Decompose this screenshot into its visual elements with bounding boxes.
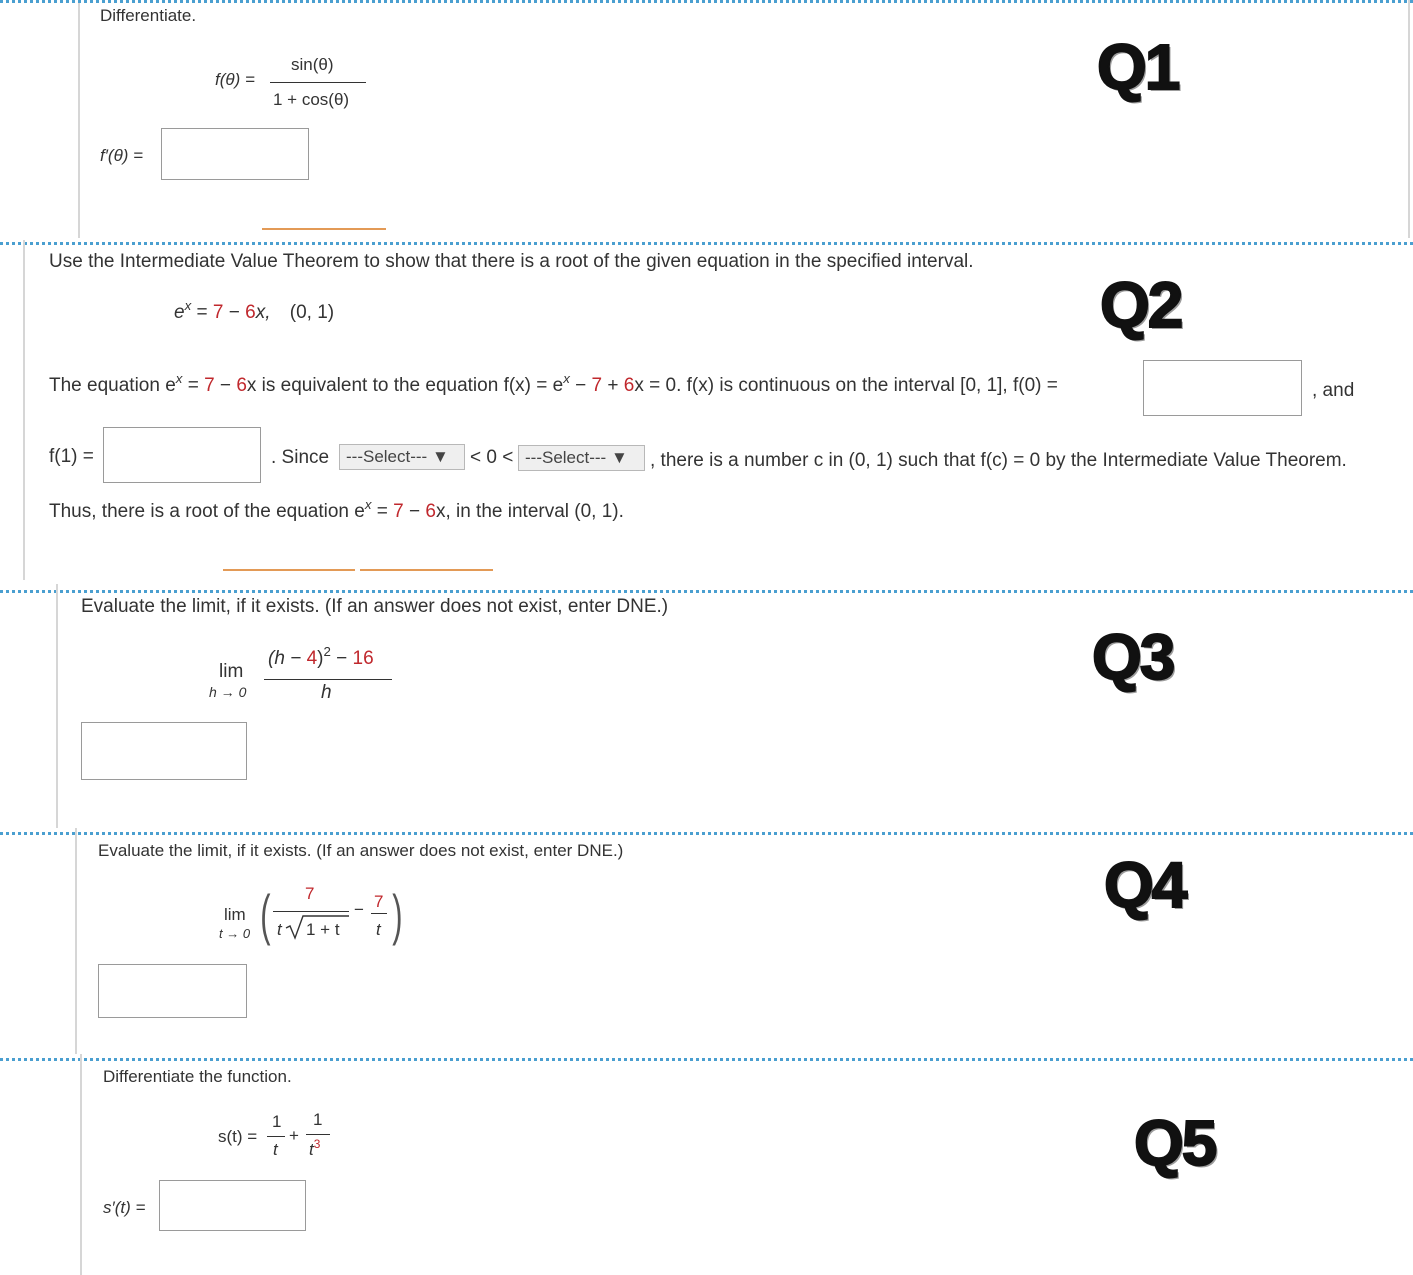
q3-lim-sub: h → 0 <box>209 684 247 700</box>
q3-num-a: (h − <box>268 648 307 669</box>
q3-instruction: Evaluate the limit, if it exists. (If an answer does not exist, enter DNE.) <box>81 596 669 617</box>
q5-fraction-bar-1 <box>267 1136 285 1137</box>
q2-s1-6b: 6 <box>623 375 635 396</box>
q4-fraction-bar-2 <box>371 913 387 914</box>
q2-thus-text: Thus, there is a root of the equation e <box>49 501 365 522</box>
question-3-panel <box>0 584 1413 828</box>
q2-eq-7: 7 <box>212 302 224 323</box>
q5-n1: 1 <box>272 1112 282 1131</box>
q2-thus-exp: x <box>364 497 372 513</box>
q2-s1-plus: + <box>602 375 624 396</box>
q2-s1-minus: − <box>214 375 237 396</box>
q1-numerator: sin(θ) <box>291 55 334 74</box>
q2-s1-exp2: x <box>563 371 570 387</box>
q1-function-lhs: f(θ) = <box>215 70 255 89</box>
q4-fraction-bar-1 <box>273 911 349 912</box>
q4-den1-radicand: 1 + t <box>306 920 340 939</box>
q1-instruction: Differentiate. <box>100 6 197 25</box>
panel-left-border <box>56 584 58 828</box>
panel-left-border <box>80 1054 82 1275</box>
q3-num-minus: − <box>330 648 353 669</box>
q5-d2-t: t <box>309 1140 314 1159</box>
q1-fraction-bar <box>270 82 366 83</box>
q3-label: Q3 <box>1092 621 1174 693</box>
q4-right-paren: ) <box>392 883 403 946</box>
q4-den2: t <box>376 920 381 939</box>
q2-s1-7: 7 <box>204 375 215 396</box>
q2-s1-minus2: − <box>569 375 592 396</box>
panel-left-border <box>23 240 25 580</box>
q2-since: . Since <box>271 447 330 468</box>
q4-instruction: Evaluate the limit, if it exists. (If an answer does not exist, enter DNE.) <box>98 841 624 860</box>
q2-submit-bar-2 <box>360 569 493 571</box>
q2-f1-label: f(1) = <box>49 446 94 467</box>
q5-label: Q5 <box>1134 1107 1216 1179</box>
q2-select-1[interactable]: ---Select--- ▼ <box>339 444 465 470</box>
panel-top-divider <box>0 242 1413 245</box>
q2-thus-end: x, in the interval (0, 1). <box>435 501 624 522</box>
q2-s1-mid: x is equivalent to the equation f(x) = e <box>246 375 564 396</box>
q2-s1-end: x = 0. f(x) is continuous on the interval [0, 1], f(0) = <box>634 375 1058 396</box>
q1-answer-label: f′(θ) = <box>100 146 144 165</box>
question-2-panel <box>0 240 1413 580</box>
q2-s1-text: The equation e <box>49 375 176 396</box>
q2-thus-6: 6 <box>425 501 436 522</box>
panel-top-divider <box>0 590 1413 593</box>
q5-d2 <box>309 1136 321 1160</box>
question-5-panel <box>0 1054 1413 1275</box>
q4-label: Q4 <box>1104 849 1186 921</box>
q2-eq-interval: (0, 1) <box>289 302 335 323</box>
q3-answer-input[interactable] <box>81 722 247 780</box>
panel-top-divider <box>0 1058 1413 1061</box>
q4-num2: 7 <box>374 892 384 911</box>
q2-and: , and <box>1312 380 1355 401</box>
q4-lim: lim <box>224 905 246 924</box>
q2-s1-equals: = <box>182 375 205 396</box>
q5-answer-input[interactable] <box>159 1180 306 1231</box>
q3-num-paren: ) <box>317 648 324 669</box>
q2-eq-x: x, <box>255 302 271 323</box>
q3-num-4: 4 <box>306 648 318 669</box>
q5-d2-exp: 3 <box>313 1136 321 1151</box>
q3-denominator: h <box>321 682 332 703</box>
q3-num-exp: 2 <box>323 644 331 660</box>
q5-n2: 1 <box>313 1110 323 1129</box>
q1-denominator: 1 + cos(θ) <box>273 90 350 109</box>
q2-s1-6: 6 <box>236 375 247 396</box>
q5-plus: + <box>289 1126 299 1145</box>
q3-numerator <box>268 644 374 670</box>
q5-function-lhs: s(t) = <box>218 1127 258 1146</box>
q1-label: Q1 <box>1097 31 1179 103</box>
q5-fraction-bar-2 <box>306 1134 330 1135</box>
panel-top-divider <box>0 0 1413 3</box>
q2-eq-equals: = <box>191 302 213 323</box>
q5-instruction: Differentiate the function. <box>103 1067 292 1086</box>
q5-d1: t <box>273 1140 278 1159</box>
q2-statement-line1 <box>49 371 1058 397</box>
q5-answer-label: s′(t) = <box>103 1198 146 1217</box>
q4-minus: − <box>354 900 364 919</box>
q4-den1-t: t <box>277 920 282 939</box>
q4-left-paren: ( <box>260 883 271 946</box>
q2-label: Q2 <box>1100 269 1182 341</box>
panel-left-border <box>78 0 80 238</box>
q2-f0-input[interactable] <box>1143 360 1302 416</box>
panel-top-divider <box>0 832 1413 835</box>
q3-lim: lim <box>219 661 244 682</box>
q2-eq-6: 6 <box>245 302 256 323</box>
q2-eq-exp: x <box>184 298 192 314</box>
q2-thus-7: 7 <box>393 501 404 522</box>
q2-eq-minus: − <box>223 302 246 323</box>
q1-submit-bar <box>262 228 386 230</box>
q2-thus-line <box>49 497 624 523</box>
q2-inequality: < 0 < <box>470 447 514 468</box>
q2-thus-minus: − <box>403 501 426 522</box>
q2-select-2[interactable]: ---Select--- ▼ <box>518 445 645 471</box>
question-4-panel <box>0 828 1413 1054</box>
panel-left-border <box>75 828 77 1054</box>
q2-equation <box>174 298 335 324</box>
q3-fraction-bar <box>264 679 392 680</box>
q2-conclusion: , there is a number c in (0, 1) such that f(c) = 0 by the Intermediate Value Theorem. <box>650 450 1347 471</box>
q2-submit-bar-1 <box>223 569 355 571</box>
panel-right-border <box>1408 0 1410 238</box>
q2-eq-e: e <box>174 302 185 323</box>
q4-num1: 7 <box>305 884 315 903</box>
q2-s1-7b: 7 <box>591 375 603 396</box>
q4-lim-sub: t → 0 <box>219 926 251 941</box>
q2-thus-equals: = <box>371 501 394 522</box>
q2-instruction: Use the Intermediate Value Theorem to show that there is a root of the given equation in the specified interval. <box>49 251 974 272</box>
question-1-panel <box>0 0 1413 238</box>
q4-answer-input[interactable] <box>98 964 247 1018</box>
q2-s1-exp1: x <box>175 371 183 387</box>
q1-answer-input[interactable] <box>161 128 309 180</box>
q3-num-16: 16 <box>352 648 374 669</box>
q2-f1-input[interactable] <box>103 427 261 483</box>
